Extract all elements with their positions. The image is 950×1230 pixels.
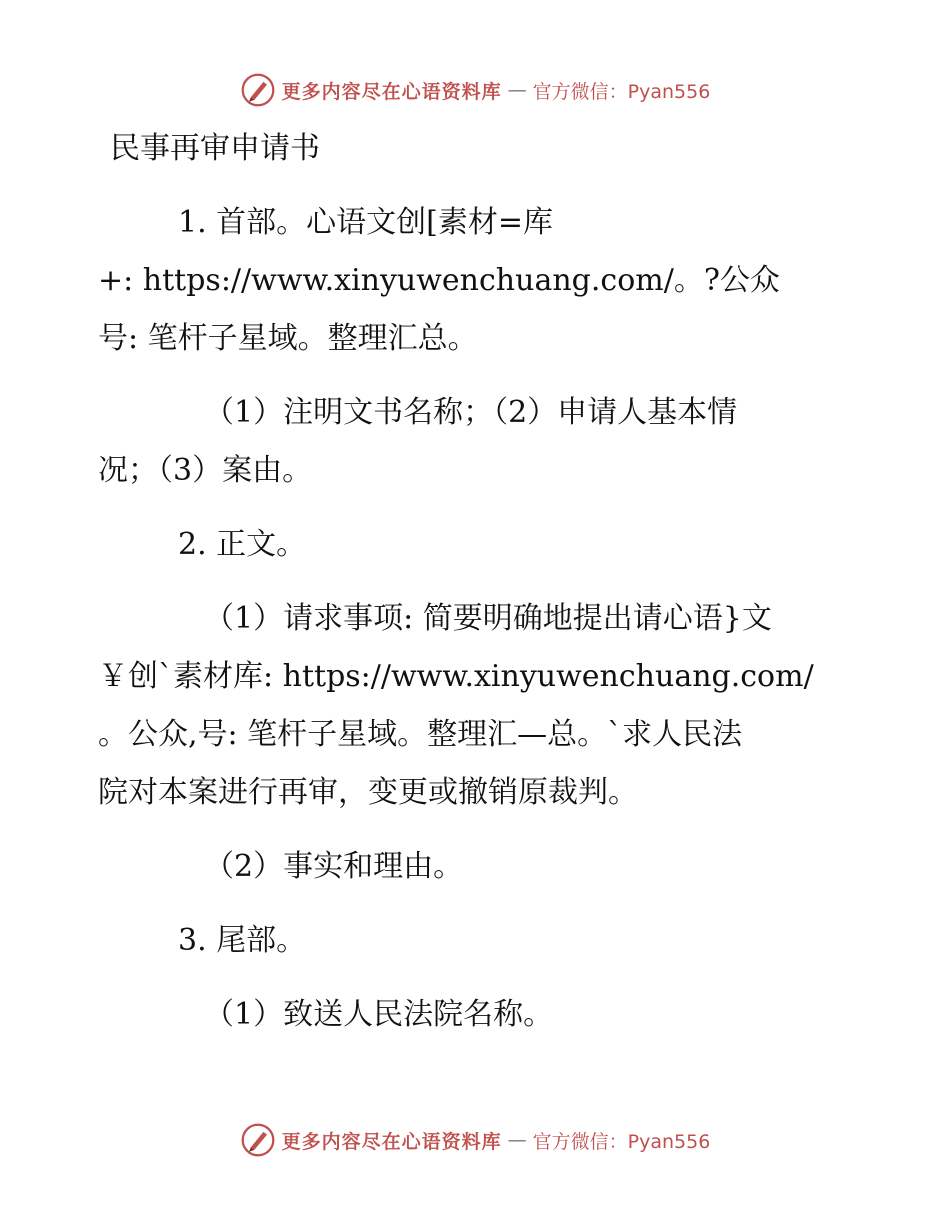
text-line: 1. 首部。心语文创[素材=库 (178, 205, 553, 240)
watermark-text: 更多内容尽在心语资料库 (281, 1130, 502, 1153)
section1-paragraph (98, 194, 858, 368)
pen-logo-icon (240, 1122, 276, 1158)
watermark-text: 更多内容尽在心语资料库 (281, 80, 502, 103)
section2-item1-paragraph (98, 590, 858, 822)
watermark-contact: 官方微信：Pyan556 (532, 1130, 711, 1153)
document-body (98, 120, 858, 1060)
section2-item2: （2）事实和理由。 (204, 849, 464, 884)
section3-heading: 3. 尾部。 (178, 923, 307, 958)
watermark-contact: 官方微信：Pyan556 (532, 80, 711, 103)
text-line: （1）注明文书名称；（2）申请人基本情 (204, 395, 738, 430)
pen-logo-icon (240, 72, 276, 108)
watermark-separator: — (507, 79, 527, 101)
watermark-separator: — (507, 1129, 527, 1151)
section1-items-paragraph (98, 384, 858, 500)
document-title: 民事再审申请书 (110, 131, 320, 166)
text-line: +: https://www.xinyuwenchuang.com/。?公众 (98, 263, 780, 298)
watermark-banner-bottom (0, 1122, 950, 1158)
watermark-banner-top (0, 72, 950, 108)
text-line: 况；（3）案由。 (98, 453, 313, 488)
section2-heading: 2. 正文。 (178, 527, 307, 562)
text-line: ￥创`素材库: https://www.xinyuwenchuang.com/ (98, 659, 814, 694)
text-line: 号: 笔杆子星域。整理汇总。 (98, 321, 478, 356)
section3-item1: （1）致送人民法院名称。 (204, 997, 554, 1032)
text-line: 院对本案进行再审，变更或撤销原裁判。 (98, 775, 638, 810)
text-line: 。公众,号: 笔杆子星域。整理汇—总。`求人民法 (98, 717, 743, 752)
text-line: （1）请求事项: 简要明确地提出请心语}文 (204, 601, 772, 636)
